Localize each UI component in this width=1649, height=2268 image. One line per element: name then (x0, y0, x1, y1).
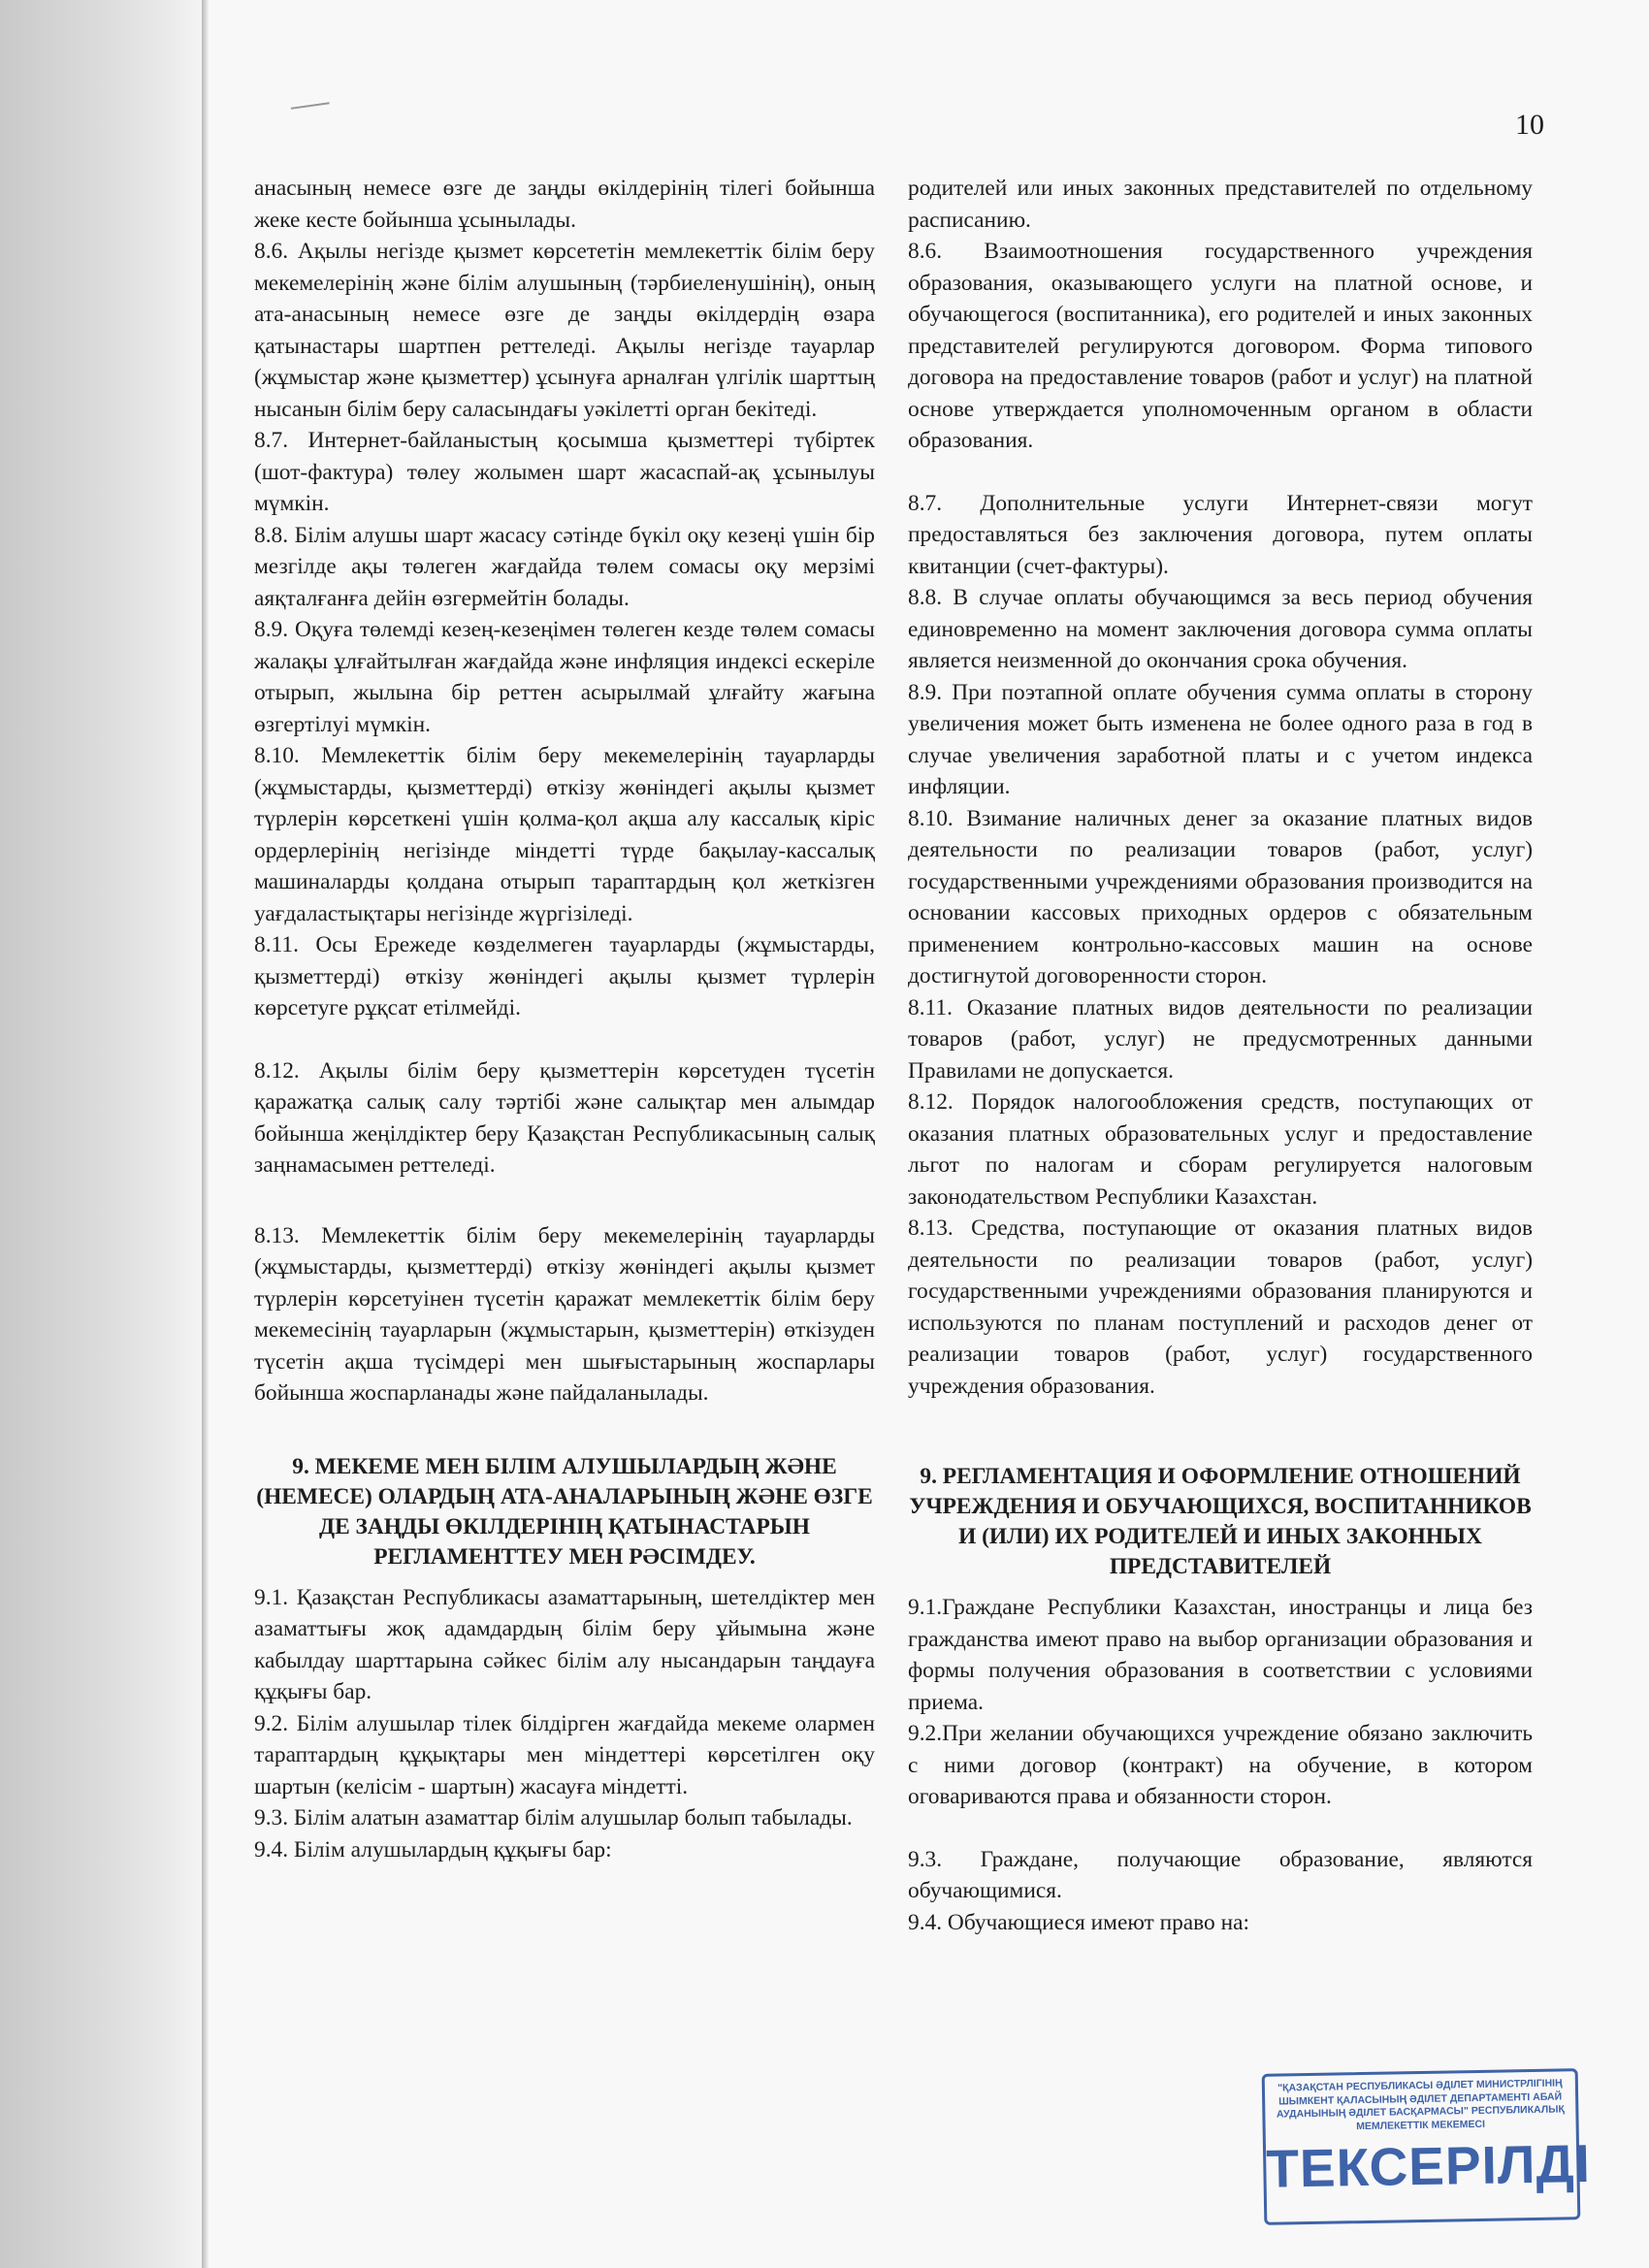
kk-paragraph-8-7: 8.7. Интернет-байланыстың қосымша қызметтері түбіртек (шот-фактура) төлеу жолымен шарт жасаспай-ақ ұсынылуы мүмкін. (254, 428, 875, 516)
ru-paragraph-9-2: 9.2.При желании обучающихся учреждение обязано заключить с ними договор (контракт) на обучение, в котором оговариваются права и обязанности сторон. (908, 1721, 1533, 1809)
russian-column (908, 173, 1533, 1938)
ru-paragraph-8-11: 8.11. Оказание платных видов деятельности по реализации товаров (работ, услуг) не предусмотренных данными Правилами не допускается. (908, 994, 1533, 1084)
stamp-word: ТЕКСЕРІЛДІ (1265, 2132, 1592, 2199)
ru-paragraph-8-6: 8.6. Взаимоотношения государственного учреждения образования, оказывающего услуги на платной основе, и обучающегося (воспитанника), его родителей и иных законных представителей регулируются договором. Форма типового договора на предоставление товаров (работ и услуг) на платной основе утверждается уполномоченным органом в области образования. (908, 239, 1533, 453)
page-number: 10 (1515, 109, 1544, 141)
ru-paragraph-8-10: 8.10. Взимание наличных денег за оказание платных видов деятельности по реализации товаров (работ, услуг) государственными учреждениями образования производится на основании кассовых приходных ордеров с обязательным применением контрольно-кассовых машин на основе достигнутой договоренности сторон. (908, 805, 1533, 988)
ru-paragraph-8-5-continued: родителей или иных законных представителей по отдельному расписанию. (908, 176, 1533, 233)
ru-paragraph-9-3: 9.3. Граждане, получающие образование, являются обучающимися. (908, 1846, 1533, 1903)
ru-paragraph-8-7: 8.7. Дополнительные услуги Интернет-связи могут предоставляться без заключения договора, путем оплаты квитанции (счет-фактуры). (908, 490, 1533, 579)
kk-paragraph-8-11: 8.11. Осы Ережеде көзделмеген тауарларды (жұмыстарды, қызметтерді) өткізу жөніндегі ақылы қызмет түрлерін көрсетуге рұқсат етілмейді. (254, 932, 875, 1021)
kk-paragraph-9-1: 9.1. Қазақстан Республикасы азаматтарының, шетелдіктер мен азаматтығы жоқ адамдардың білім беру ұйымына және кабылдау шарттарына сәйкес білім алу нысандарын таңдауға құқығы бар. (254, 1584, 875, 1704)
ru-paragraph-8-13: 8.13. Средства, поступающие от оказания платных видов деятельности по реализации товаров (работ, услуг) государственными учреждениями образования планируются и используются по планам поступлений и расходов денег от реализации товаров (работ, услуг) государственного учреждения образования. (908, 1215, 1533, 1399)
ru-paragraph-9-4: 9.4. Обучающиеся имеют право на: (908, 1909, 1249, 1935)
ru-section-9-heading: 9. РЕГЛАМЕНТАЦИЯ И ОФОРМЛЕНИЕ ОТНОШЕНИЙ УЧРЕЖДЕНИЯ И ОБУЧАЮЩИХСЯ, ВОСПИТАННИКОВ И (ИЛИ) ИХ РОДИТЕЛЕЙ И ИНЫХ ЗАКОННЫХ ПРЕДСТАВИТЕЛЕЙ (909, 1464, 1532, 1579)
kk-paragraph-9-2: 9.2. Білім алушылар тілек білдірген жағдайда мекеме олармен тараптардың құқықтары мен міндеттері көрсетілген оқу шартын (келісім - шартын) жасауға міндетті. (254, 1710, 875, 1799)
ru-paragraph-8-8: 8.8. В случае оплаты обучающимся за весь период обучения единовременно на момент заключения договора сумма оплаты является неизменной до окончания срока обучения. (908, 585, 1533, 673)
kk-paragraph-8-8: 8.8. Білім алушы шарт жасасу сәтінде бүкіл оқу кезеңі үшін бір мезгілде ақы төлеген жағдайда төлем сомасы оқу мерзімі аяқталғанға дейін өзгермейтін болады. (254, 522, 875, 611)
kazakh-column (254, 173, 875, 1865)
kk-section-9-heading: 9. МЕКЕМЕ МЕН БІЛІМ АЛУШЫЛАРДЫҢ ЖӘНЕ (НЕМЕСЕ) ОЛАРДЫҢ АТА-АНАЛАРЫНЫҢ ЖӘНЕ ӨЗГЕ ДЕ ЗАҢДЫ ӨКІЛДЕРІНІҢ ҚАТЫНАСТАРЫН РЕГЛАМЕНТТЕУ МЕН РӘСІМДЕУ. (256, 1453, 873, 1570)
verification-stamp (1262, 2068, 1592, 2225)
ru-paragraph-9-1: 9.1.Граждане Республики Казахстан, иностранцы и лица без гражданства имеют право на выбор организации образования и формы получения образования в соответствии с условиями приема. (908, 1595, 1533, 1715)
kk-paragraph-8-10: 8.10. Мемлекеттік білім беру мекемелерінің тауарларды (жұмыстарды, қызметтерді) өткізу жөніндегі ақылы қызмет түрлерін көрсеткені үшін қолма-қол ақша алу кассалық кіріс ордерлерінің негізінде міндетті түрде бақылау-кассалық машиналарды қолдана отырып тараптардың қол жеткізген уағдаластықтары негізінде жүргізіледі. (254, 743, 875, 926)
kk-paragraph-8-13: 8.13. Мемлекеттік білім беру мекемелерінің тауарларды (жұмыстарды, қызметтерді) өткізу жөніндегі ақылы қызмет түрлерін көрсетуінен түсетін қаражат мемлекеттік білім беру мекемесінің тауарларын (жұмыстарын, қызметтерін) өткізуден түсетін ақша түсімдері мен шығыстарының жоспарлары бойынша жоспарланады және пайдаланылады. (254, 1222, 875, 1406)
kk-paragraph-8-9: 8.9. Оқуға төлемді кезең-кезеңімен төлеген кезде төлем сомасы жалақы ұлғайтылған жағдайда және инфляция индексі ескеріле отырып, жылына бір реттен асырылмай ұлғайту жағына өзгертілуі мүмкін. (254, 617, 875, 737)
scanner-shadow-edge (0, 0, 209, 2268)
kk-paragraph-9-4: 9.4. Білім алушылардың құқығы бар: (254, 1836, 612, 1863)
kk-paragraph-9-3: 9.3. Білім алатын азаматтар білім алушылар болып табылады. (254, 1805, 853, 1831)
ru-paragraph-8-12: 8.12. Порядок налогообложения средств, поступающих от оказания платных образовательных услуг и предоставление льгот по налогам и сборам регулируется налоговым законодательством Республики Казахстан. (908, 1089, 1533, 1210)
kk-paragraph-8-5-continued: анасының немесе өзге де заңды өкілдерінің тілегі бойынша жеке кесте бойынша ұсынылады. (254, 176, 875, 233)
kk-paragraph-8-6: 8.6. Ақылы негізде қызмет көрсететін мемлекеттік білім беру мекемелерінің және білім алушының (тәрбиеленушінің), оның ата-анасының немесе өзге де заңды өкілдердің өзара қатынастары шартпен реттеледі. Ақылы негізде тауарлар (жұмыстар және қызметтер) ұсынуға арналған үлгілік шарттың нысанын білім беру саласындағы уәкілетті орган бекітеді. (254, 239, 875, 422)
stamp-caption: "ҚАЗАҚСТАН РЕСПУБЛИКАСЫ ӘДІЛЕТ МИНИСТРЛІГІНІҢ ШЫМКЕНТ ҚАЛАСЫНЫҢ ӘДІЛЕТ ДЕПАРТАМЕНТІ АБАЙ АУДАНЫНЫҢ ӘДІЛЕТ БАСҚАРМАСЫ" РЕСПУБЛИКАЛЫҚ МЕМЛЕКЕТТІК МЕКЕМЕСІ (1276, 2077, 1565, 2132)
ru-paragraph-8-9: 8.9. При поэтапной оплате обучения сумма оплаты в сторону увеличения может быть изменена не более одного раза в год в случае увеличения заработной платы и с учетом индекса инфляции. (908, 679, 1533, 799)
kk-paragraph-8-12: 8.12. Ақылы білім беру қызметтерін көрсетуден түсетін қаражатқа салық салу тәртібі және салықтар мен алымдар бойынша жеңілдіктер беру Қазақстан Республикасының салық заңнамасымен реттеледі. (254, 1057, 875, 1178)
